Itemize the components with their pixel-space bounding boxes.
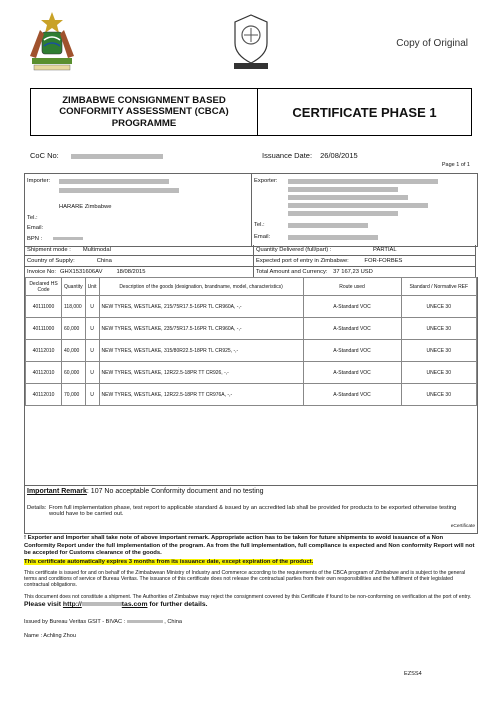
standard: UNECE 30 [401, 340, 476, 362]
bpn-redacted [53, 237, 83, 240]
footer-code: EZSS4 [404, 671, 422, 677]
point-entry: FOR-FORBES [364, 258, 403, 264]
route: A-Standard VOC [303, 296, 401, 318]
total-label: Total Amount and Currency: [256, 269, 328, 275]
coc-number-row [30, 151, 163, 160]
hs-code: 40112010 [26, 362, 62, 384]
invoice-number: GHX1531606AV [60, 269, 103, 275]
invoice-date: 18/08/2015 [116, 269, 146, 275]
unit: U [85, 296, 99, 318]
remark-label: Important Remark [27, 488, 87, 495]
exporter-address-redacted-2 [288, 195, 408, 200]
certificate-title: CERTIFICATE PHASE 1 [292, 104, 437, 120]
description: NEW TYRES, WESTLAKE, 215/75R17.5-16PR TL CR960A, -,- [99, 296, 303, 318]
remark-box [24, 485, 478, 534]
coc-label: CoC No: [30, 151, 59, 160]
route: A-Standard VOC [303, 318, 401, 340]
table-row [26, 296, 477, 318]
warning-text: ! Exporter and Importer shall take note of above important remark. Appropriate action has to be taken for future shipments to avoid issuance of a Non Conformity Report under the full implementation of the program. As from the full implementation, full compliance is expected and Non conformity Report will not be accepted for Customs clearance of the goods. [24, 535, 475, 557]
remark-text: : 107 No acceptable Conformity document and no testing [86, 488, 264, 495]
unit: U [85, 384, 99, 406]
page-of: Page 1 of 1 [441, 162, 470, 168]
standard: UNECE 30 [401, 318, 476, 340]
hs-code: 40111000 [26, 318, 62, 340]
shipment-mode-label: Shipment mode : [27, 247, 71, 253]
exporter-name-redacted [288, 179, 438, 184]
shipment-row [24, 245, 476, 256]
header-quantity: Quantity [62, 278, 86, 296]
exporter-email-redacted [288, 235, 378, 240]
quantity: 60,000 [62, 318, 86, 340]
header-unit: Unit [85, 278, 99, 296]
importer-label: Importer: [27, 178, 51, 184]
title-box [30, 88, 472, 136]
goods-table [25, 277, 477, 406]
issuance-row [262, 151, 358, 160]
country-row [24, 256, 476, 267]
table-row [26, 384, 477, 406]
invoice-label: Invoice No: [27, 269, 56, 275]
header-description: Description of the goods (designation, brandname, model, characteristics) [99, 278, 303, 296]
issued-by-suffix: , China [164, 619, 183, 625]
url-redacted [82, 602, 122, 606]
details-text: From full implementation phase, test report to applicable standard & issued by an accredited lab shall be provided for products to be exported otherwise testing would have to be carried out. [49, 505, 457, 517]
quantity-delivered-label: Quantity Delivered (full/part) : [256, 247, 332, 253]
exporter-address-redacted-1 [288, 187, 398, 192]
details-line [27, 505, 472, 517]
parties-box [24, 173, 478, 247]
exporter-section [252, 174, 477, 246]
exporter-tel-redacted [288, 223, 368, 228]
issued-by-redacted [127, 620, 163, 623]
visit-suffix: for further details. [149, 601, 208, 608]
copy-of-original-label: Copy of Original [396, 38, 468, 49]
route: A-Standard VOC [303, 340, 401, 362]
quantity-delivered: PARTIAL [373, 247, 397, 253]
quantity: 118,000 [62, 296, 86, 318]
visit-url-link[interactable]: http:// tas.com [62, 601, 148, 608]
standard: UNECE 30 [401, 362, 476, 384]
country-supply-label: Country of Supply: [27, 258, 75, 264]
expiry-notice: This certificate automatically expires 3 months from its issuance date, except expiration of the product. [24, 558, 314, 565]
unit: U [85, 318, 99, 340]
issuance-label: Issuance Date: [262, 151, 313, 160]
ecertificate-label: eCertificate [450, 524, 475, 529]
importer-address-redacted [59, 188, 179, 193]
coc-number-redacted [71, 154, 163, 159]
fine-print-1: This certificate is issued for and on behalf of the Zimbabwean Ministry of Industry and Commerce according to the requirements of the CBCA program of Zimbabwe and is subject to the general terms and conditions of service of Bureau Veritas. The issuance of this certificate does not release the contractual parties from their own responsibilities and the fulfilment of their legislated contractual obligations. [24, 570, 466, 589]
description: NEW TYRES, WESTLAKE, 235/75R17.5-16PR TL CR960A, -,- [99, 318, 303, 340]
importer-name-redacted [59, 179, 169, 184]
description: NEW TYRES, WESTLAKE, 12R22.5-18PR TT CR976A, -,- [99, 384, 303, 406]
point-entry-label: Expected port of entry in Zimbabwe: [256, 258, 349, 264]
hs-code: 40111000 [26, 296, 62, 318]
shipment-mode: Multimodal [82, 247, 111, 253]
route: A-Standard VOC [303, 384, 401, 406]
fine-print-2: This document does not constitute a shipment. The Authorities of Zimbabwe may reject the consignment covered by this Certificate if found to be non-conforming on verification at the port of entry. [24, 594, 472, 601]
programme-title: ZIMBABWE CONSIGNMENT BASED CONFORMITY ASSESSMENT (CBCA) PROGRAMME [31, 89, 258, 135]
goods-header-row [26, 278, 477, 296]
details-label: Details: [27, 505, 47, 511]
quantity: 40,000 [62, 340, 86, 362]
name-line: Name : Achling Zhou [24, 633, 76, 639]
issued-by-prefix: Issued by Bureau Veritas GSIT - BIVAC : [24, 619, 126, 625]
hs-code: 40112010 [26, 340, 62, 362]
quantity: 70,000 [62, 384, 86, 406]
visit-line [24, 601, 208, 608]
warning-section [24, 535, 476, 600]
header-standard: Standard / Normative REF [401, 278, 476, 296]
issued-by-line [24, 619, 182, 625]
exporter-email-label: Email: [254, 234, 271, 240]
description: NEW TYRES, WESTLAKE, 12R22.5-18PR TT CR926, -,- [99, 362, 303, 384]
remark-line [27, 488, 264, 495]
visit-prefix: Please visit [24, 601, 62, 608]
exporter-tel-label: Tel.: [254, 222, 265, 228]
importer-section [25, 174, 252, 246]
issuance-date: 26/08/2015 [320, 151, 358, 160]
description: NEW TYRES, WESTLAKE, 315/80R22.5-18PR TL CR925, -,- [99, 340, 303, 362]
goods-area [24, 277, 478, 486]
importer-tel-label: Tel.: [27, 215, 38, 221]
table-row [26, 340, 477, 362]
exporter-label: Exporter: [254, 178, 278, 184]
exporter-address-redacted-3 [288, 203, 428, 208]
standard: UNECE 30 [401, 384, 476, 406]
importer-bpn-label: BPN : [27, 236, 43, 242]
hs-code: 40112010 [26, 384, 62, 406]
header-route: Route used [303, 278, 401, 296]
importer-city: HARARE Zimbabwe [59, 204, 112, 210]
header-hs-code: Declared HS Code [26, 278, 62, 296]
table-row [26, 362, 477, 384]
unit: U [85, 362, 99, 384]
unit: U [85, 340, 99, 362]
importer-email-label: Email: [27, 225, 44, 231]
zimbabwe-coat-of-arms-icon [22, 10, 82, 72]
bureau-veritas-logo-icon [232, 13, 270, 69]
exporter-address-redacted-4 [288, 211, 398, 216]
standard: UNECE 30 [401, 296, 476, 318]
table-row [26, 318, 477, 340]
shipment-info [24, 245, 476, 278]
route: A-Standard VOC [303, 362, 401, 384]
country-supply: China [96, 258, 112, 264]
quantity: 60,000 [62, 362, 86, 384]
total-value: 37 167,23 USD [333, 269, 373, 275]
